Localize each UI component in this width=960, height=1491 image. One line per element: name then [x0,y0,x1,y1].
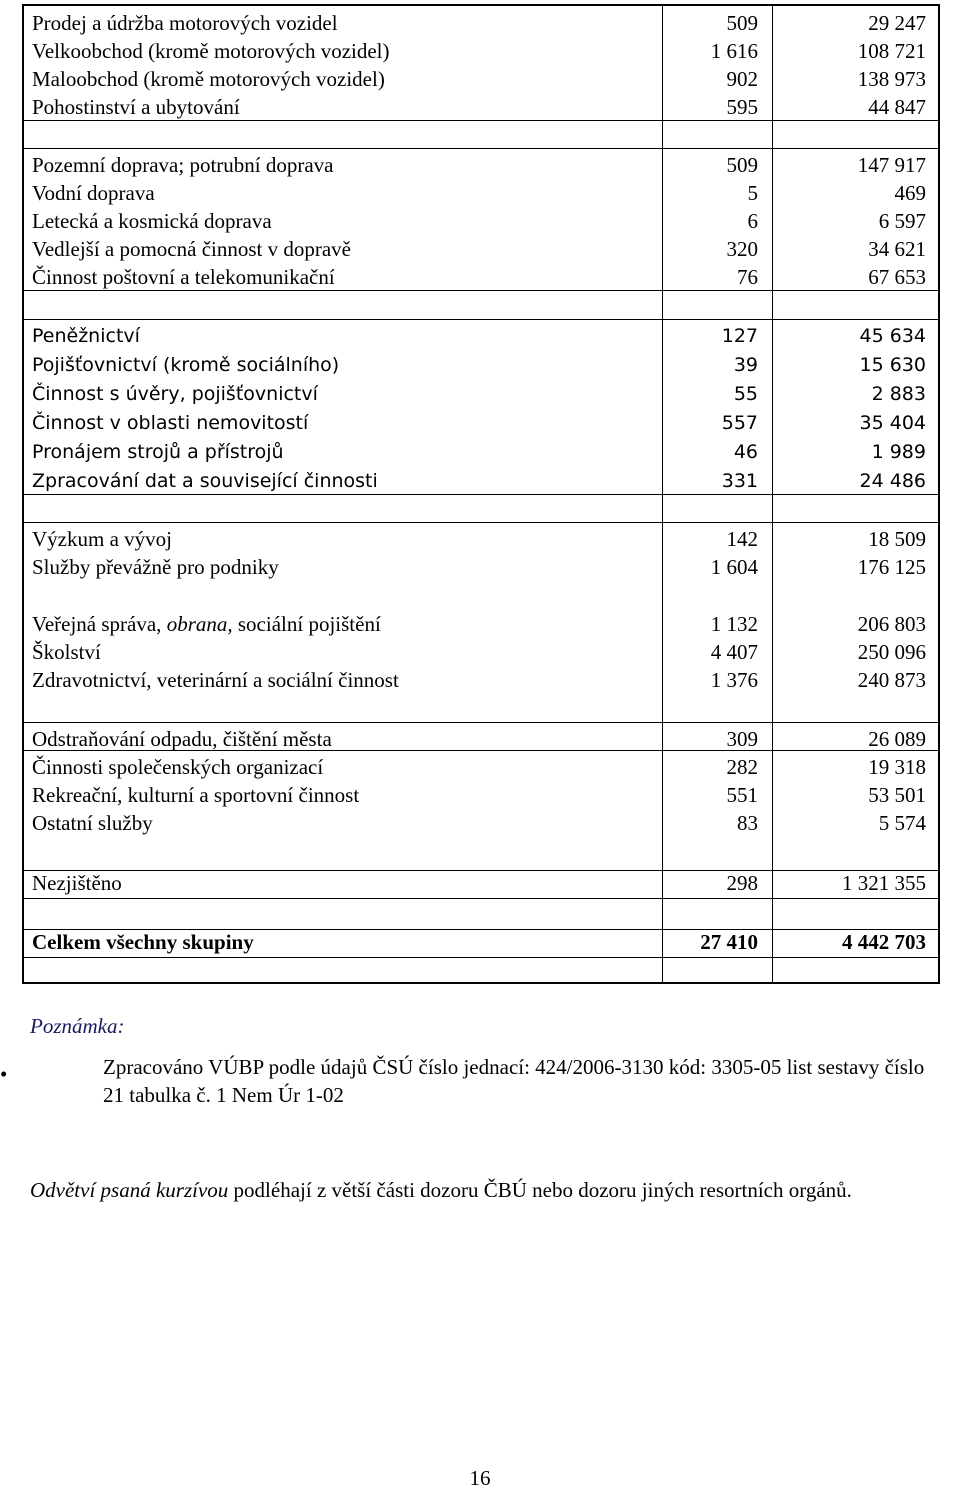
legend-rest: podléhají z větší části dozoru ČBÚ nebo dozoru jiných resortních orgánů. [228,1178,852,1202]
row-label: Pojišťovnictví (kromě sociálního) [32,354,340,376]
row-label: Pronájem strojů a přístrojů [32,441,284,463]
row-label: Školství [32,640,101,664]
row-total: 138 973 [857,67,926,91]
row-count: 551 [726,783,758,807]
row-total: 1 989 [871,441,926,463]
row-label: Činnost s úvěry, pojišťovnictví [32,383,318,405]
bullet-icon: • [0,1062,8,1086]
row-count: 298 [726,871,758,895]
row-label: Služby převážně pro podniky [32,555,279,579]
row-count: 83 [737,811,758,835]
note-text: Zpracováno VÚBP podle údajů ČSÚ číslo jednací: 424/2006-3130 kód: 3305-05 list sestavy číslo 21 tabulka č. 1 Nem Úr 1-02 [103,1055,925,1107]
row-divider [24,870,938,871]
row-label: Maloobchod (kromě motorových vozidel) [32,67,385,91]
row-count: 76 [737,265,758,289]
row-label: Činnosti společenských organizací [32,755,324,779]
row-total: 24 486 [859,470,926,492]
row-total: 469 [894,181,926,205]
row-count: 39 [733,354,758,376]
row-label: Zpracování dat a související činnosti [32,470,378,492]
row-total: 18 509 [868,527,926,551]
note-title: Poznámka: [30,1014,125,1038]
row-count: 1 376 [710,668,758,692]
row-count: 309 [726,727,758,751]
row-divider [24,722,938,723]
legend-note [30,1176,955,1204]
row-label: Letecká a kosmická doprava [32,209,272,233]
page-number: 16 [469,1466,491,1490]
row-label: Pohostinství a ubytování [32,95,240,119]
row-divider [24,898,938,899]
row-divider [24,319,938,320]
row-label: Veřejná správa, obrana, sociální pojištění [32,612,381,636]
row-label: Odstraňování odpadu, čištění města [32,727,332,751]
row-label: Pozemní doprava; potrubní doprava [32,153,334,177]
row-label: Činnost v oblasti nemovitostí [32,412,309,434]
row-total: 147 917 [857,153,926,177]
row-count: 1 616 [710,39,758,63]
row-total: 5 574 [878,811,926,835]
row-label: Ostatní služby [32,811,153,835]
row-total: 206 803 [857,612,926,636]
row-count: 127 [721,325,758,347]
row-count: 282 [726,755,758,779]
legend-italic: Odvětví psaná kurzívou [30,1178,229,1202]
row-total: 53 501 [868,783,926,807]
row-label: Celkem všechny skupiny [32,930,254,954]
row-count: 902 [726,67,758,91]
row-label: Výzkum a vývoj [32,527,172,551]
row-total: 250 096 [857,640,926,664]
row-count: 1 132 [710,612,758,636]
row-label: Vedlejší a pomocná činnost v dopravě [32,237,351,261]
row-label: Rekreační, kulturní a sportovní činnost [32,783,360,807]
row-label: Činnost poštovní a telekomunikační [32,265,335,289]
row-count: 331 [721,470,758,492]
row-count: 320 [726,237,758,261]
row-count: 557 [721,412,758,434]
row-total: 108 721 [857,39,926,63]
row-total: 26 089 [868,727,926,751]
statistics-table [22,4,940,984]
row-count: 595 [726,95,758,119]
row-total: 240 873 [857,668,926,692]
row-total: 4 442 703 [842,930,926,954]
row-label: Zdravotnictví, veterinární a sociální činnost [32,668,399,692]
row-total: 2 883 [871,383,926,405]
row-label: Velkoobchod (kromě motorových vozidel) [32,39,390,63]
row-total: 29 247 [868,11,926,35]
row-count: 142 [726,527,758,551]
row-total: 15 630 [859,354,926,376]
row-total: 67 653 [868,265,926,289]
row-count: 6 [747,209,758,233]
row-divider [24,148,938,149]
row-total: 34 621 [868,237,926,261]
row-total: 44 847 [868,95,926,119]
row-count: 509 [726,11,758,35]
row-total: 176 125 [857,555,926,579]
row-count: 46 [733,441,758,463]
row-divider [24,522,938,523]
row-total: 6 597 [878,209,926,233]
row-total: 45 634 [859,325,926,347]
row-count: 27 410 [700,930,758,954]
row-divider [24,957,938,958]
row-label: Nezjištěno [32,871,122,895]
row-count: 55 [733,383,758,405]
row-count: 1 604 [710,555,758,579]
row-count: 4 407 [710,640,758,664]
row-count: 5 [747,181,758,205]
row-label: Vodní doprava [32,181,155,205]
row-total: 35 404 [859,412,926,434]
row-label: Peněžnictví [32,325,140,347]
row-total: 1 321 355 [842,871,926,895]
row-count: 509 [726,153,758,177]
row-label: Prodej a údržba motorových vozidel [32,11,338,35]
row-total: 19 318 [868,755,926,779]
